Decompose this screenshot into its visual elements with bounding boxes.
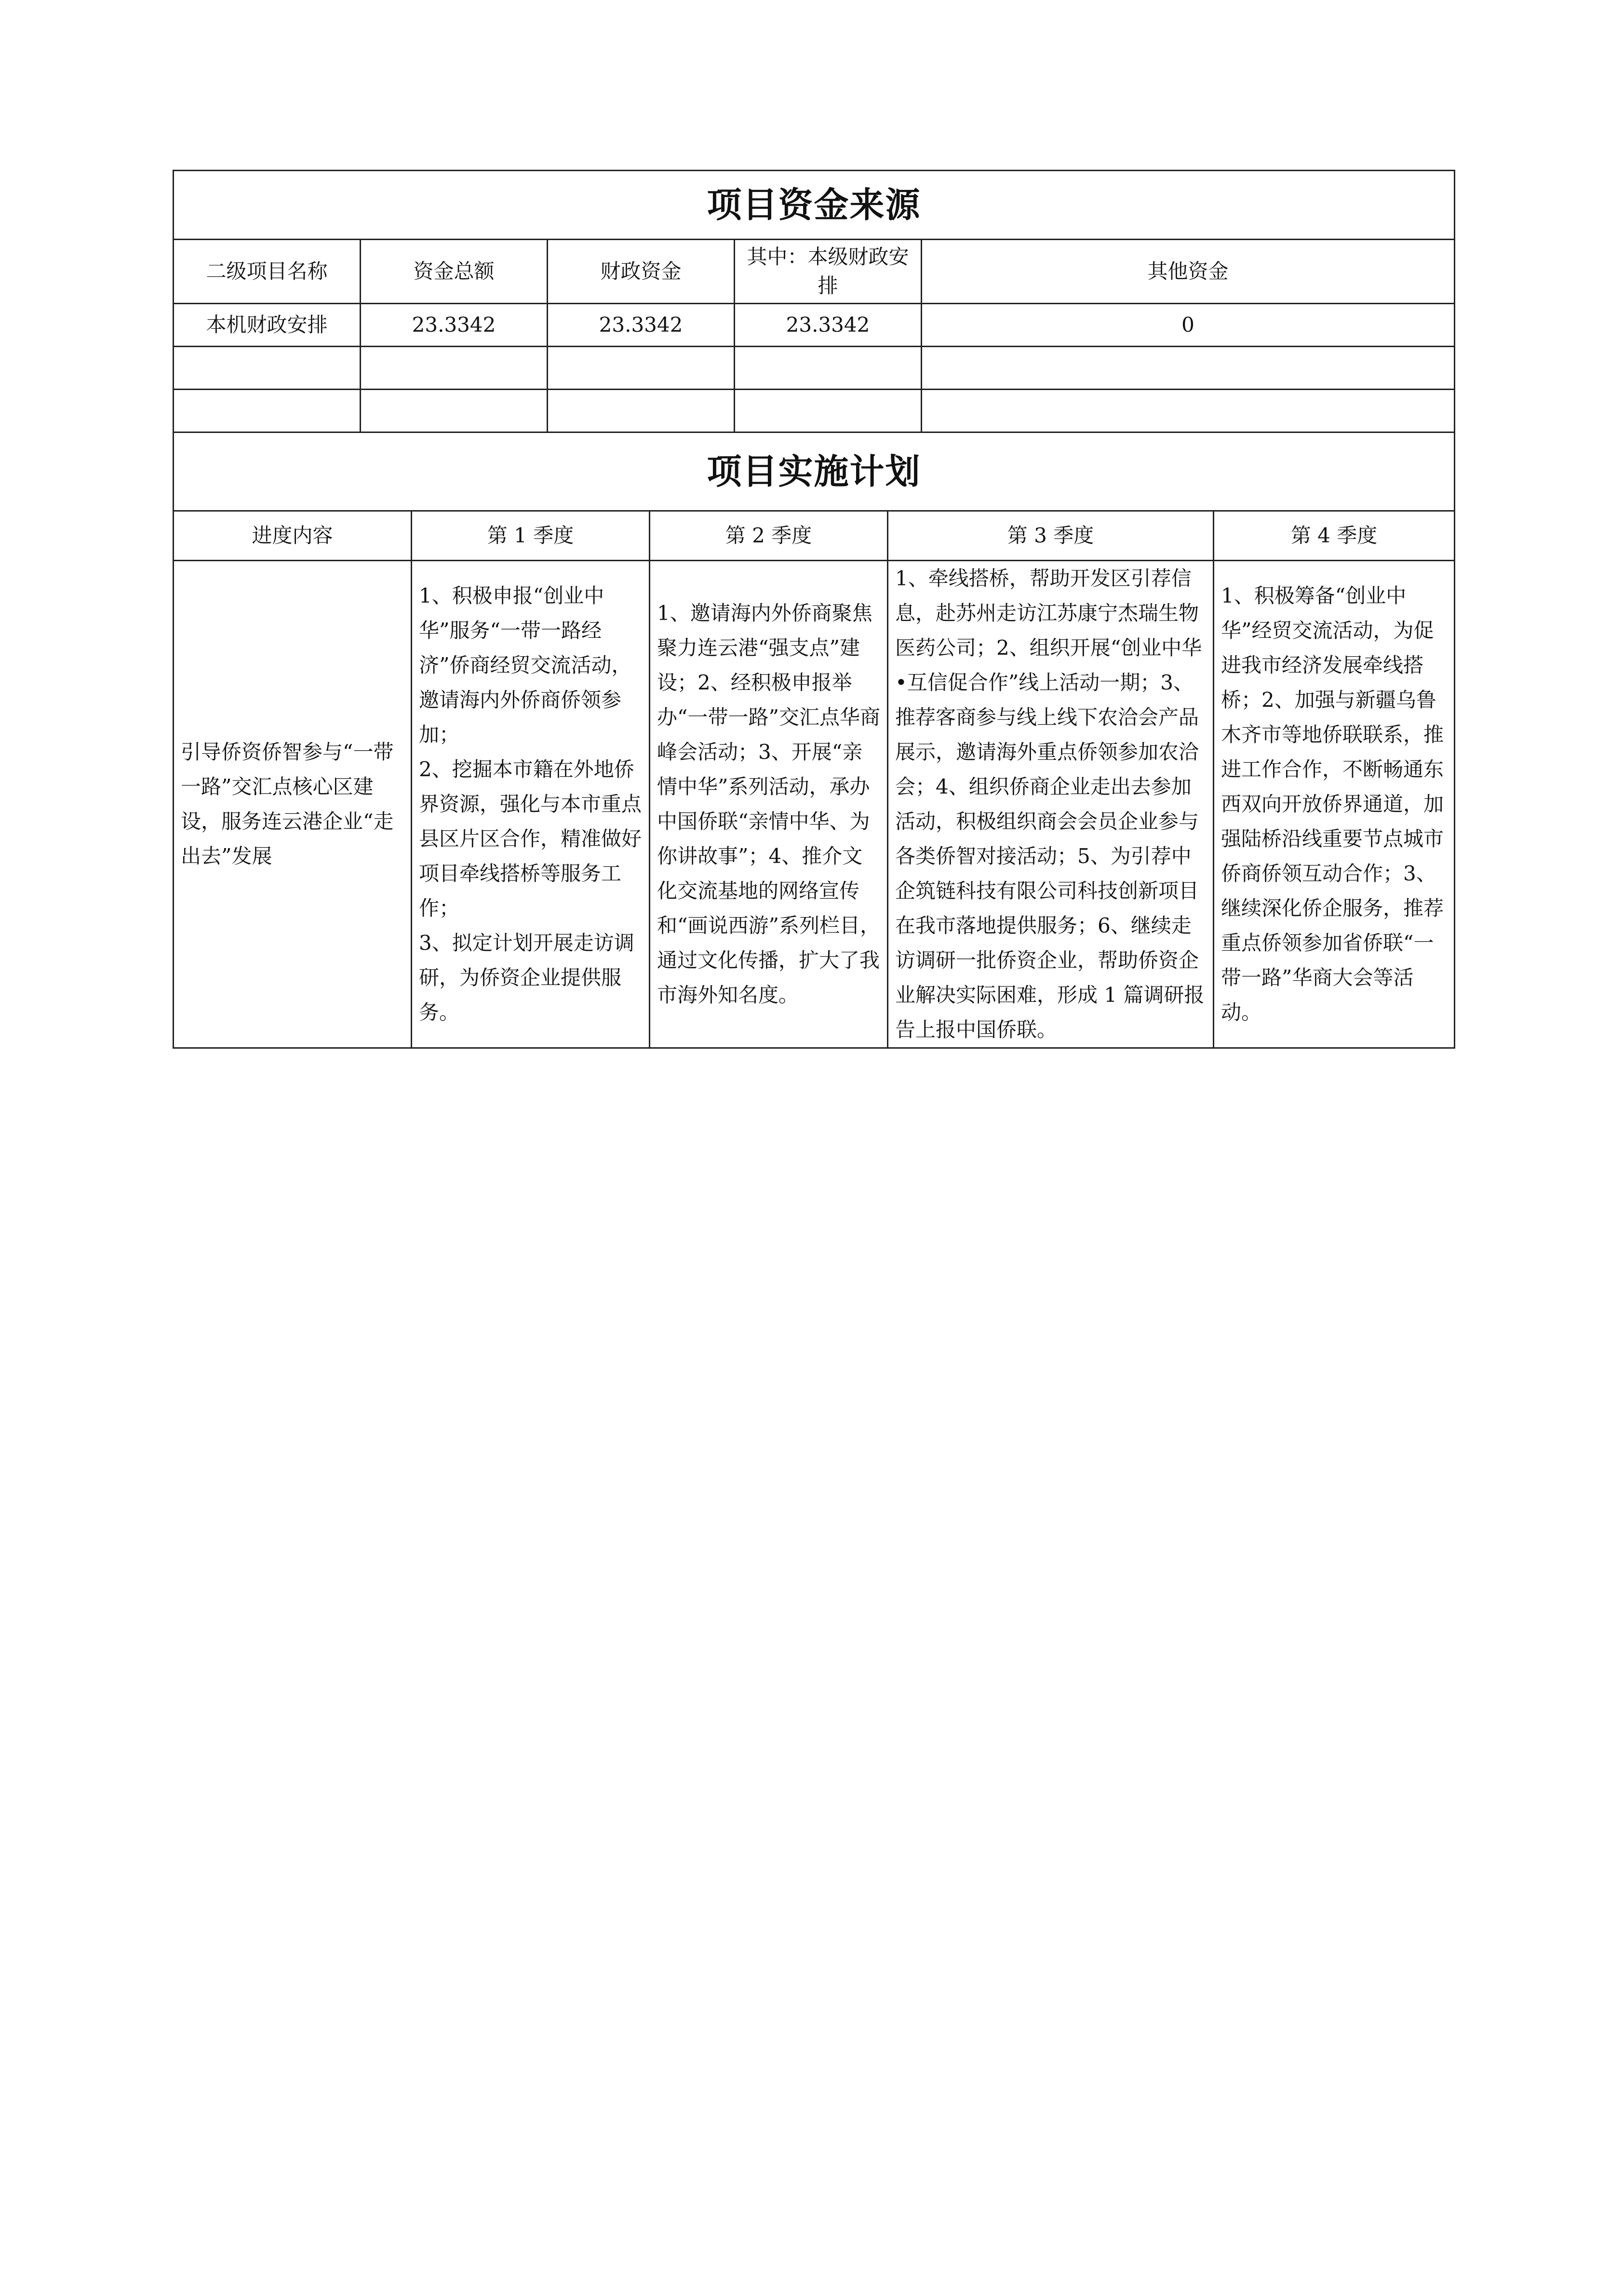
empty-cell (548, 347, 735, 390)
empty-cell (922, 390, 1455, 432)
header-project-name: 二级项目名称 (174, 240, 361, 304)
quarter-2-plan: 1、邀请海内外侨商聚焦聚力连云港“强支点”建设；2、经积极申报举办“一带一路”交汇点华商峰会活动；3、开展“亲情中华”系列活动，承办中国侨联“亲情中华、为你讲故事”；4、推介文化交流基地的网络宣传和“画说西游”系列栏目，通过文化传播，扩大了我市海外知名度。 (650, 561, 888, 1048)
cell-fiscal-funds: 23.3342 (548, 304, 735, 347)
header-other-funds: 其他资金 (922, 240, 1455, 304)
plan-table (173, 432, 1455, 1049)
header-quarter-2: 第 2 季度 (650, 511, 888, 561)
document-page (173, 170, 1454, 1049)
funding-section-title: 项目资金来源 (174, 171, 1455, 240)
funding-table (173, 170, 1455, 433)
header-quarter-3: 第 3 季度 (888, 511, 1214, 561)
empty-cell (361, 390, 548, 432)
header-progress-content: 进度内容 (174, 511, 412, 561)
quarter-3-plan: 1、牵线搭桥，帮助开发区引荐信息，赴苏州走访江苏康宁杰瑞生物医药公司；2、组织开展“创业中华•互信促合作”线上活动一期；3、推荐客商参与线上线下农洽会产品展示，邀请海外重点侨领参加农洽会；4、组织侨商企业走出去参加活动，积极组织商会会员企业参与各类侨智对接活动；5、为引荐中企筑链科技有限公司科技创新项目在我市落地提供服务；6、继续走访调研一批侨资企业，帮助侨资企业解决实际困难，形成 1 篇调研报告上报中国侨联。 (888, 561, 1214, 1048)
quarter-1-plan: 1、积极申报“创业中华”服务“一带一路经济”侨商经贸交流活动，邀请海内外侨商侨领参加； 2、挖掘本市籍在外地侨界资源，强化与本市重点县区片区合作，精准做好项目牵线搭桥等服务工作； 3、拟定计划开展走访调研，为侨资企业提供服务。 (412, 561, 650, 1048)
cell-local-fiscal: 23.3342 (735, 304, 922, 347)
header-local-fiscal: 其中：本级财政安排 (735, 240, 922, 304)
quarter-4-plan: 1、积极筹备“创业中华”经贸交流活动，为促进我市经济发展牵线搭桥；2、加强与新疆乌鲁木齐市等地侨联联系，推进工作合作，不断畅通东西双向开放侨界通道，加强陆桥沿线重要节点城市侨商侨领互动合作；3、继续深化侨企服务，推荐重点侨领参加省侨联“一带一路”华商大会等活动。 (1214, 561, 1455, 1048)
empty-cell (361, 347, 548, 390)
header-quarter-4: 第 4 季度 (1214, 511, 1455, 561)
table-row (174, 304, 1455, 347)
empty-cell (735, 347, 922, 390)
empty-cell (922, 347, 1455, 390)
cell-total-funds: 23.3342 (361, 304, 548, 347)
cell-project-name: 本机财政安排 (174, 304, 361, 347)
empty-cell (174, 390, 361, 432)
empty-cell (548, 390, 735, 432)
table-row (174, 347, 1455, 390)
header-quarter-1: 第 1 季度 (412, 511, 650, 561)
table-row (174, 561, 1455, 1048)
header-total-funds: 资金总额 (361, 240, 548, 304)
plan-section-title: 项目实施计划 (174, 432, 1455, 511)
empty-cell (174, 347, 361, 390)
header-fiscal-funds: 财政资金 (548, 240, 735, 304)
table-row (174, 390, 1455, 432)
empty-cell (735, 390, 922, 432)
progress-content-cell: 引导侨资侨智参与“一带一路”交汇点核心区建设，服务连云港企业“走出去”发展 (174, 561, 412, 1048)
cell-other-funds: 0 (922, 304, 1455, 347)
